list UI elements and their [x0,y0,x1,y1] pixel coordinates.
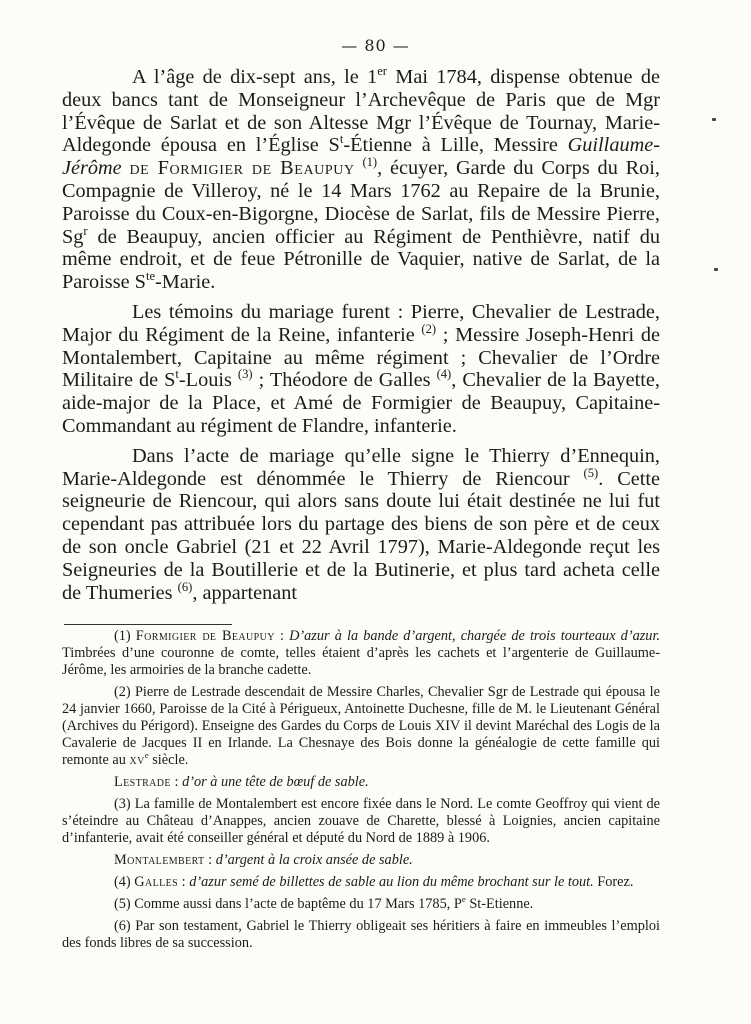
footnotes [62,628,660,957]
paragraph-seigneuries: Dans l’acte de mariage qu’elle signe le Thierry d’Ennequin, Marie-Aldegonde est dénommée le Thierry de Riencour $^{(5)}$. Cette seigneurie de Riencour, qui alors sans doute lui était destinée ne lui fut cependant pas attribuée lors du partage des biens de son père et de ceux de son oncle Gabriel (21 et 22 Avril 1797), Marie-Aldegonde reçut les Seigneuries de la Boutillerie et de la Butinerie, et plus tard acheta celle de Thumeries $^{(6)}$, appartenant [62,444,660,604]
groom-given-names: Guillaume-Jérôme [62,134,660,180]
footnote-ref-1: (1) [362,155,378,170]
paragraph-marriage: A l’âge de dix-sept ans, le 1er Mai 1784, dispense obtenue de deux bancs tant de Monseigneur l’Archevêque de Paris que de Mgr l’Évêque de Sarlat et de son Altesse Mgr l’Évêque de Tournay, Marie-Aldegonde épousa en l’Église $S^t$-Étienne à Lille, Messire Guillaume-Jérôme de Formigier de Beaupuy $^{(1)}$, écuyer, Garde du Corps du Roi, Compagnie de Villeroy, né le 14 Mars 1762 au Repaire de la Brunie, Paroisse du Coux-en-Bigorgne, Diocèse de Sarlat, fils de Messire Pierre, Sg$^r$ de Beaupuy, ancien officier au Régiment de Penthièvre, natif du même endroit, et de feue Pétronille de Vaquier, native de Sarlat, de la Paroisse $S^{te}$-Marie. [62,64,660,294]
footnote-1: (1) Formigier de Beaupuy : D’azur à la bande d’argent, chargée de trois tourteaux d’azur. Timbrées d’une couronne de comte, telles étaient d’après les cachets et l’argenterie de Guillaume-Jérôme, les armoiries de la branche cadette. [62,628,660,678]
main-text [62,66,660,611]
footnote-ref-5: (5) [583,465,599,480]
footnote-2: (2) Pierre de Lestrade descendait de Messire Charles, Chevalier Sgr de Lestrade qui épousa le 24 janvier 1660, Paroisse de la Cité à Périgueux, Antoinette Duchesne, fille de M. le Lieutenant Général (Archives du Périgord). Enseigne des Gardes du Corps de Louis XIV il devint Maréchal des Logis de la Cavalerie de Jacques II en Irlande. La Chesnaye des Bois donne la généalogie de cette famille qui remonte au $xv^e$ siècle. [62,684,660,768]
footnote-3: (3) La famille de Montalembert est encore fixée dans le Nord. Le comte Geoffroy qui vient de s’éteindre au Château d’Anappes, ancien zouave de Charette, blessé à Loignies, ancien capitaine d’infanterie, avait été conseiller général et député du Nord de 1889 à 1906. [62,796,660,846]
footnote-2-arms: Lestrade : d’or à une tête de bœuf de sable. [114,774,369,790]
footnote-separator [64,624,232,625]
footnote-3-arms: Montalembert : d’argent à la croix ansée de sable. [114,852,413,868]
footnote-ref-3: (3) [237,367,253,382]
scan-speck [712,118,716,121]
groom-surname: de Formigier de Beaupuy [129,157,355,180]
footnote-ref-4: (4) [436,367,452,382]
footnote-ref-2: (2) [421,322,437,336]
footnote-ref-6: (6) [177,579,193,594]
page-number: — 80 — [341,36,410,55]
footnote-5: (5) Comme aussi dans l’acte de baptême du 17 Mars 1785, $P^e$ St-Etienne. [114,894,534,912]
paragraph-witnesses: Les témoins du mariage furent : Pierre, Chevalier de Lestrade, Major du Régiment de la Reine, infanterie $^{(2)}$ ; Messire Joseph-Henri de Montalembert, Capitaine au même régiment ; Chevalier de l’Ordre Militaire de $S^t$-Louis $^{(3)}$ ; Théodore de Galles $^{(4)}$, Chevalier de la Bayette, aide-major de la Place, et Amé de Formigier de Beaupuy, Capitaine-Commandant au régiment de Flandre, infanterie. [62,300,660,437]
scan-speck [714,268,718,271]
footnote-6: (6) Par son testament, Gabriel le Thierry obligeait ses héritiers à faire en immeubles l’emploi des fonds libres de sa succession. [62,918,660,951]
footnote-4: (4) Galles : d’azur semé de billettes de sable au lion du même brochant sur le tout. Forez. [114,874,634,890]
